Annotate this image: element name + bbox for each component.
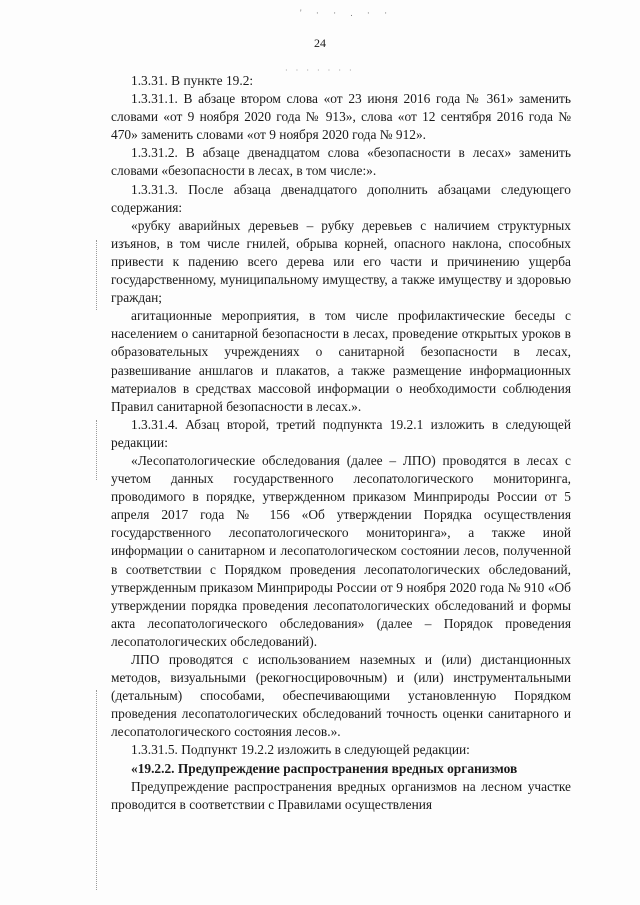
paragraph-survey-methods: ЛПО проводятся с использованием наземных и (или) дистанционных методов, визуальными (рекогносцировочным) и (или) инструментальными (детальным) способами, обеспечивающими установленную Порядком проведения лесопатологических обследований точность оценки санитарного и лесопатологического состояния лесов.». [111, 652, 571, 740]
scan-artifact-top: ' · · . · · [300, 8, 394, 18]
paragraph-1-3-31-4: 1.3.31.4. Абзац второй, третий подпункта 19.2.1 изложить в следующей редакции: [111, 416, 571, 450]
section-heading-19-2-2: «19.2.2. Предупреждение распространения вредных организмов [131, 760, 518, 776]
paragraph-pest-prevention: Предупреждение распространения вредных организмов на лесном участке проводится в соответствии с Правилами осуществления [111, 778, 571, 812]
margin-dotted-line [96, 240, 97, 310]
margin-dotted-line [96, 420, 97, 480]
paragraph-emergency-felling: «рубку аварийных деревьев – рубку деревьев с наличием структурных изъянов, в том числе гнилей, обрыва корней, опасного наклона, способных привести к падению всего дерева или его части и причинению ущерба государственному, муниципальному имуществу, а также имуществу и здоровью граждан; [111, 217, 571, 306]
document-body [111, 72, 571, 814]
paragraph-forest-surveys: «Лесопатологические обследования (далее – ЛПО) проводятся в лесах с учетом данных государственного лесопатологического мониторинга, проводимого в порядке, утвержденном приказом Минприроды России от 5 апреля 2017 года № 156 «Об утверждении Порядка осуществления государственного лесопатологического мониторинга», а также иной информации о санитарном и лесопатологическом состоянии лесов, полученной в соответствии с Порядком проведения лесопатологических обследований, утвержденным приказом Минприроды России от 9 ноября 2020 года № 910 «Об утверждении порядка проведения лесопатологических обследований и формы акта лесопатологического обследования» (далее – Порядок проведения лесопатологических обследований). [111, 452, 571, 649]
paragraph-1-3-31-5: 1.3.31.5. Подпункт 19.2.2 изложить в следующей редакции: [131, 742, 470, 758]
paragraph-1-3-31-1: 1.3.31.1. В абзаце втором слова «от 23 июня 2016 года № 361» заменить словами «от 9 ноября 2020 года № 913», слова «от 12 сентября 2016 года № 470» заменить словами «от 9 ноября 2020 года № 912». [111, 91, 571, 143]
paragraph-1-3-31: 1.3.31. В пункте 19.2: [131, 73, 254, 88]
paragraph-campaign-events: агитационные мероприятия, в том числе профилактические беседы с населением о санитарной безопасности в лесах, проведение открытых уроков в образовательных учреждениях о санитарной безопасности в лесах, развешивание аншлагов и плакатов, а также размещение информационных материалов в средствах массовой информации о необходимости соблюдения Правил санитарной безопасности в лесах.». [111, 308, 571, 414]
margin-dotted-line [96, 690, 97, 890]
paragraph-1-3-31-2: 1.3.31.2. В абзаце двенадцатом слова «безопасности в лесах» заменить словами «безопасности в лесах, в том числе:». [111, 145, 571, 179]
paragraph-1-3-31-3: 1.3.31.3. После абзаца двенадцатого дополнить абзацами следующего содержания: [111, 181, 571, 215]
page-number: 24 [314, 36, 326, 50]
scan-artifact-mid: · · · · · · · [285, 66, 355, 75]
